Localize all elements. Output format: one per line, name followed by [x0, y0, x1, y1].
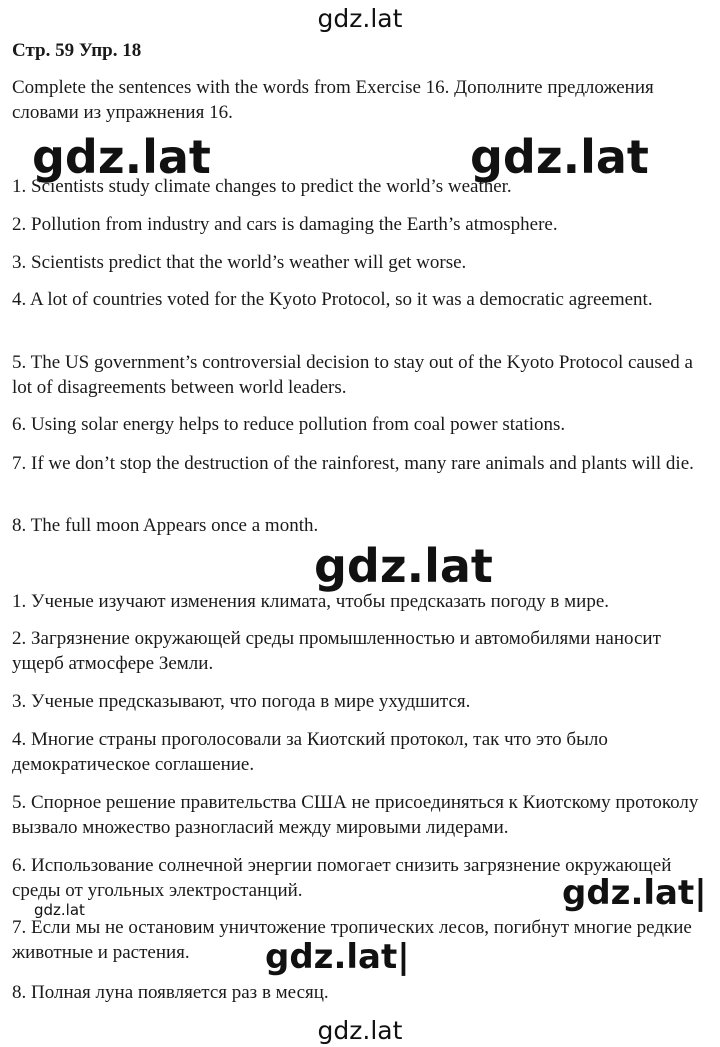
watermark-lower-right: gdz.lat|	[562, 873, 707, 913]
page-title: Стр. 59 Упр. 18	[12, 40, 142, 61]
russian-sentence-1: 1. Ученые изучают изменения климата, чтобы предсказать погоду в мире.	[12, 591, 610, 612]
russian-sentence-4: 4. Многие страны проголосовали за Киотский протокол, так что это было демократическое соглашение.	[12, 729, 608, 775]
english-sentence-6: 6. Using solar energy helps to reduce pollution from coal power stations.	[12, 414, 566, 435]
watermark-top: gdz.lat	[317, 4, 403, 33]
watermark-lower-center: gdz.lat|	[265, 937, 410, 977]
watermark-bottom: gdz.lat	[317, 1016, 403, 1045]
english-sentence-5: 5. The US government’s controversial decision to stay out of the Kyoto Protocol caused a lot of disagreements between world leaders.	[12, 352, 693, 398]
watermark-left: gdz.lat	[32, 130, 211, 184]
russian-sentence-2: 2. Загрязнение окружающей среды промышленностью и автомобилями наносит ущерб атмосфере Земли.	[12, 628, 661, 674]
russian-sentence-5: 5. Спорное решение правительства США не присоединяться к Киотскому протоколу вызвало множество разногласий между мировыми лидерами.	[12, 792, 699, 838]
english-sentence-2: 2. Pollution from industry and cars is damaging the Earth’s atmosphere.	[12, 214, 558, 235]
russian-sentence-8: 8. Полная луна появляется раз в месяц.	[12, 982, 329, 1003]
english-sentence-8: 8. The full moon Appears once a month.	[12, 515, 319, 536]
english-sentence-4: 4. A lot of countries voted for the Kyoto Protocol, so it was a democratic agreement.	[12, 289, 653, 310]
english-sentence-1: 1. Scientists study climate changes to predict the world’s weather.	[12, 176, 512, 197]
english-sentence-3: 3. Scientists predict that the world’s weather will get worse.	[12, 252, 467, 273]
watermark-small: gdz.lat	[34, 901, 85, 919]
watermark-center: gdz.lat	[314, 539, 493, 593]
russian-sentence-3: 3. Ученые предсказывают, что погода в мире ухудшится.	[12, 691, 471, 712]
watermark-right: gdz.lat	[470, 130, 649, 184]
english-sentence-7: 7. If we don’t stop the destruction of the rainforest, many rare animals and plants will die.	[12, 453, 694, 474]
task-instruction: Complete the sentences with the words from Exercise 16. Дополните предложения словами из упражнения 16.	[12, 77, 654, 123]
russian-sentence-6: 6. Использование солнечной энергии помогает снизить загрязнение окружающей среды от угольных электростанций.	[12, 855, 672, 901]
russian-sentence-7: 7. Если мы не остановим уничтожение тропических лесов, погибнут многие редкие животные и растения.	[12, 917, 692, 963]
